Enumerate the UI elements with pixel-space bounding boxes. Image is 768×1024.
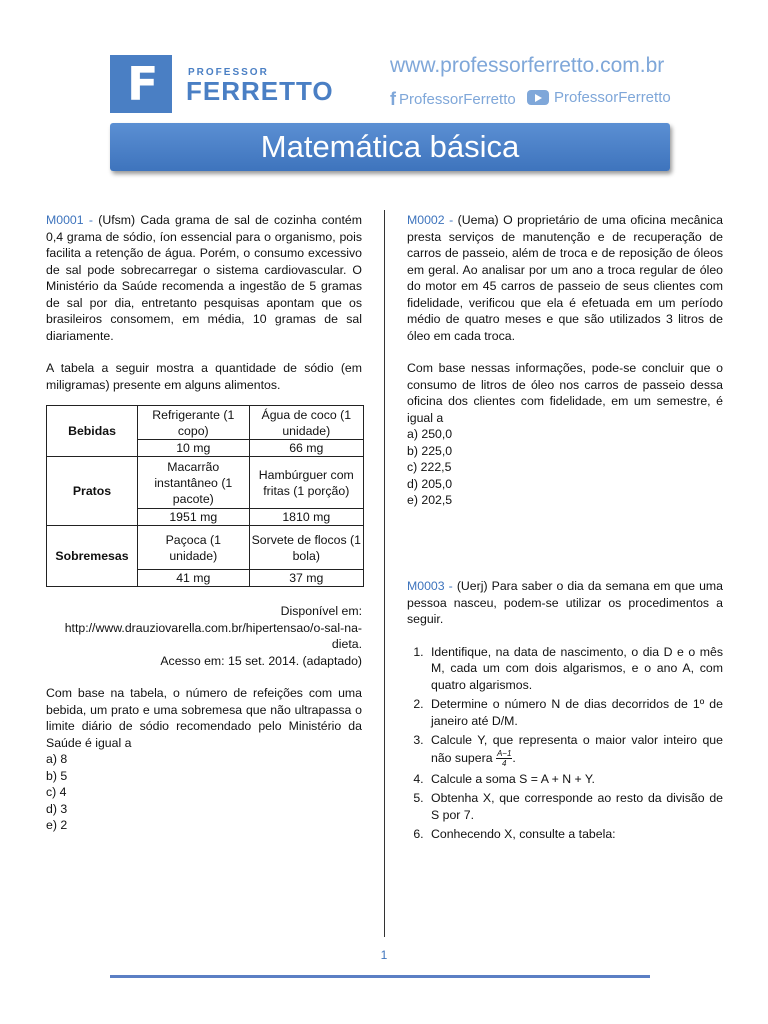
fraction-denominator: 4 (501, 758, 507, 768)
q3-steps (407, 644, 723, 843)
q1-option: c) 4 (46, 785, 67, 799)
table-cell: 1810 mg (249, 509, 363, 526)
page-number: 1 (380, 948, 388, 962)
q3-step: 6. Conhecendo X, consulte a tabela: (427, 826, 723, 843)
source-access: Acesso em: 15 set. 2014. (adaptado) (160, 653, 362, 668)
table-cell: 1951 mg (138, 509, 250, 526)
table-cell: 66 mg (249, 440, 363, 457)
fraction (496, 749, 512, 768)
q1-table-intro: A tabela a seguir mostra a quantidade de sódio (em miligramas) presente em alguns alimentos. (46, 361, 362, 392)
column-divider (384, 210, 385, 937)
q2-question: Com base nessas informações, pode-se concluir que o consumo de litros de óleo nos carros de passeio dessa oficina dos clientes com fidelidade, em um semestre, é igual a (407, 361, 723, 425)
q3-step3-end: . (512, 750, 516, 765)
youtube-handle: ProfessorFerretto (554, 89, 671, 106)
title-banner (110, 123, 670, 171)
footer-line (110, 975, 650, 978)
table-cell: Água de coco (1 unidade) (249, 406, 363, 440)
q1-option: a) 8 (46, 752, 68, 766)
source-line: Disponível em: (280, 604, 362, 618)
table-cell: Sorvete de flocos (1 bola) (249, 526, 363, 570)
q3-step: 5. Obtenha X, que corresponde ao resto da divisão de S por 7. (427, 790, 723, 823)
q2-option: c) 222,5 (407, 460, 452, 474)
q2-option: b) 225,0 (407, 443, 453, 458)
q1-option: e) 2 (46, 818, 68, 832)
q3-step3-text: Calcule Y, que representa o maior valor inteiro que não supera (431, 733, 723, 765)
facebook-handle: ProfessorFerretto (399, 91, 516, 108)
q3-step: 1. Identifique, na data de nascimento, o dia D e o mês M, cada um com dois algarismos, e o ano A, com quatro algarismos. (427, 644, 723, 694)
q1-intro-text: (Ufsm) Cada grama de sal de cozinha contém 0,4 grama de sódio, íon essencial para o organismo, pois facilita a retenção de água. Porém, o consumo excessivo de sal pode sobrecarregar o sistema cardiovascular. O Ministério da Saúde recomenda a ingestão de 5 gramas de sal por dia, entretanto pesquisas apontam que os brasileiros consomem, em média, 10 gramas de sal diariamente. (46, 213, 362, 343)
q2-dash: - (444, 213, 458, 227)
q3-intro-text: (Uerj) Para saber o dia da semana em que uma pessoa nasceu, podem-se utilizar os procedimentos a seguir. (407, 579, 723, 626)
source-url: http://www.drauziovarella.com.br/hipertensao/o-sal-na-dieta. (64, 620, 362, 651)
table-category: Pratos (47, 457, 138, 526)
q3-intro (407, 578, 723, 628)
q3-dash: - (444, 579, 457, 593)
sodium-table (46, 405, 364, 587)
youtube-link[interactable] (527, 89, 671, 106)
q2-option: a) 250,0 (407, 427, 453, 441)
logo-mark (110, 55, 172, 113)
logo-subtitle: PROFESSOR (188, 67, 269, 78)
question-m0003 (407, 578, 723, 846)
facebook-icon: f (390, 89, 396, 109)
q1-option: d) 3 (46, 801, 68, 816)
q3-step: 2. Determine o número N de dias decorridos de 1º de janeiro até D/M. (427, 696, 723, 729)
q3-step (427, 732, 723, 768)
question-m0002 (407, 212, 723, 509)
q2-intro-text: (Uema) O proprietário de uma oficina mecânica presta serviços de manutenção e de recuperação de carros de passeio, além de troca e de reposição de óleos em geral. Ao analisar por um ano a troca regular de óleo do motor em 45 carros de passeio de seus clientes com fidelidade, verificou que ela é efetuada em um período médio de quatro meses e que são utilizados 3 litros de óleo em cada troca. (407, 213, 723, 343)
table-category: Bebidas (47, 406, 138, 457)
q3-step: 4. Calcule a soma S = A + N + Y. (427, 771, 723, 788)
q2-option: d) 205,0 (407, 476, 453, 491)
table-category: Sobremesas (47, 526, 138, 587)
q2-code: M0002 (407, 213, 445, 227)
q3-code: M0003 (407, 579, 445, 593)
q2-intro (407, 212, 723, 344)
question-m0001 (46, 212, 362, 834)
facebook-link[interactable] (390, 89, 516, 110)
q1-question: Com base na tabela, o número de refeições com uma bebida, um prato e uma sobremesa que não ultrapassa o limite diário de sódio recomendado pelo Ministério da Saúde é igual a (46, 686, 362, 750)
logo-letter: F (127, 57, 159, 111)
table-cell: Refrigerante (1 copo) (138, 406, 250, 440)
table-cell: Hambúrguer com fritas (1 porção) (249, 457, 363, 509)
table-cell: 37 mg (249, 570, 363, 587)
fraction-numerator: A−1 (496, 748, 512, 758)
q1-option: b) 5 (46, 768, 68, 783)
table-cell: 41 mg (138, 570, 250, 587)
logo-name: FERRETTO (186, 76, 334, 106)
page-title: Matemática básica (260, 129, 520, 164)
q2-option: e) 202,5 (407, 493, 453, 507)
q1-dash: - (83, 213, 99, 227)
q1-intro (46, 212, 362, 344)
youtube-icon (527, 90, 549, 105)
q1-code: M0001 (46, 213, 84, 227)
table-cell: Macarrão instantâneo (1 pacote) (138, 457, 250, 509)
table-cell: 10 mg (138, 440, 250, 457)
website-link[interactable]: www.professorferretto.com.br (390, 54, 665, 77)
table-cell: Paçoca (1 unidade) (138, 526, 250, 570)
